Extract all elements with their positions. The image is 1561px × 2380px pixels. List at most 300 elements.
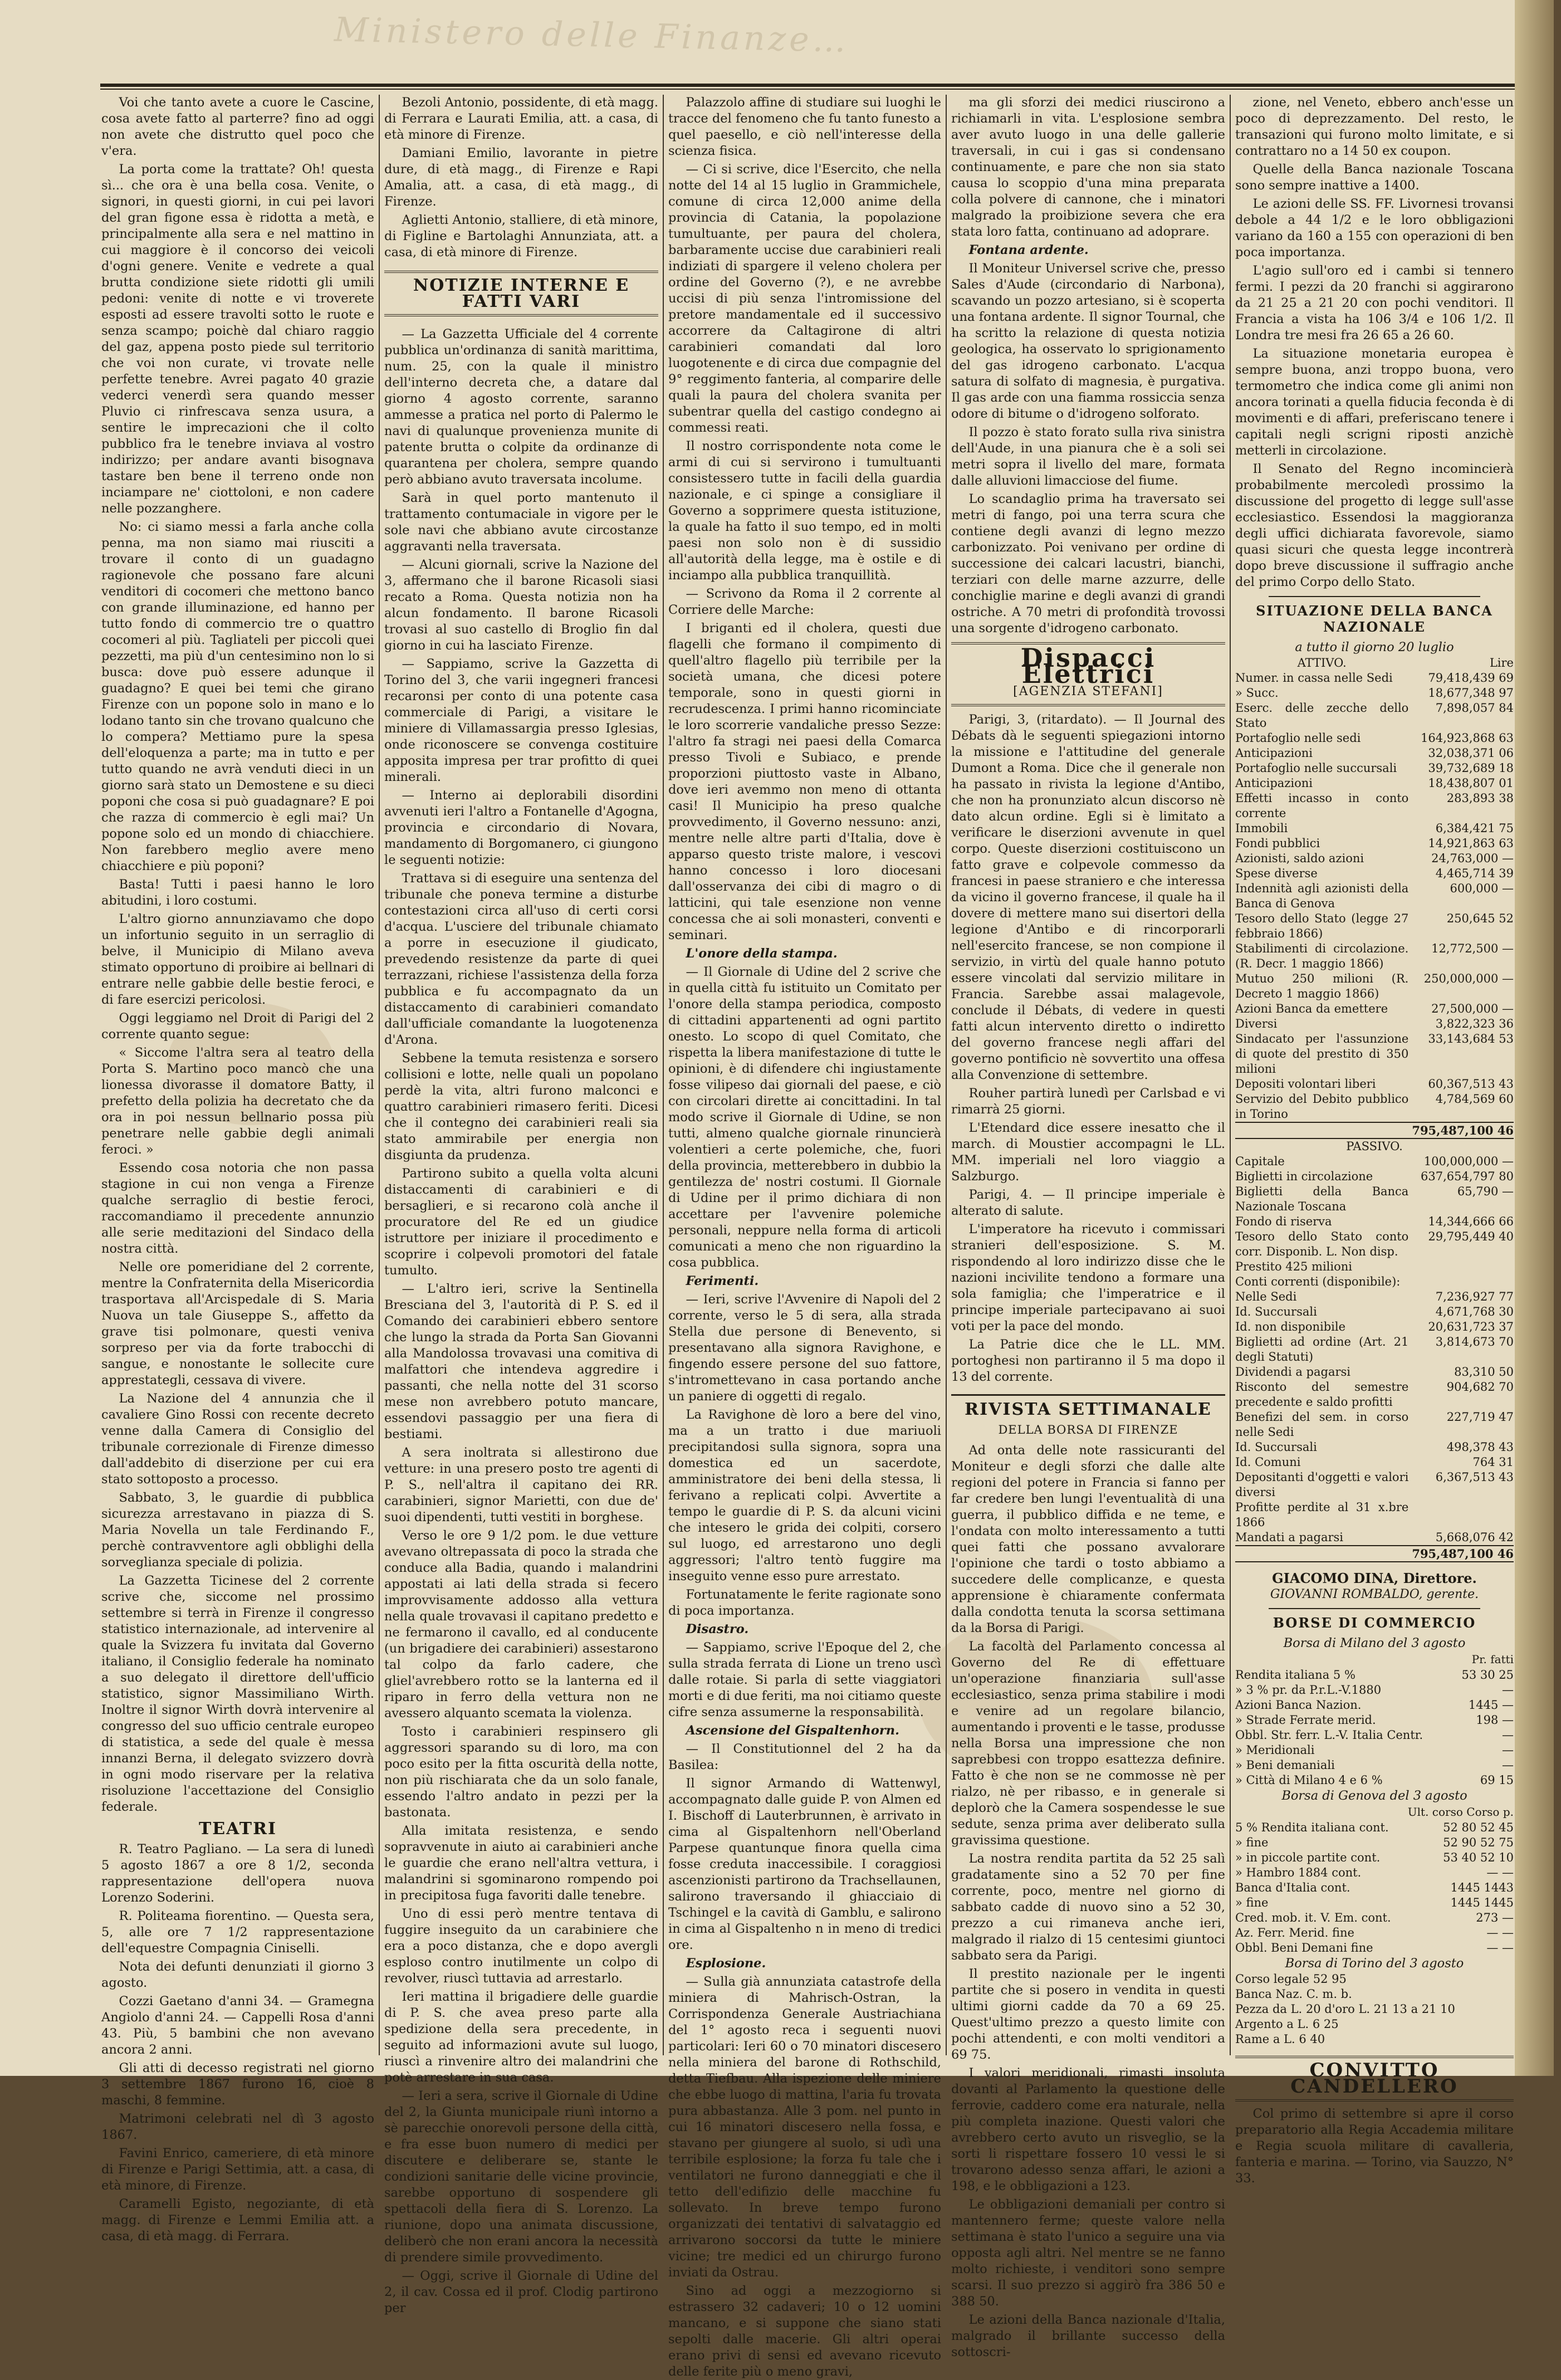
article-paragraph: — Ci si scrive, dice l'Esercito, che nella notte del 14 al 15 luglio in Grammichele, comune di circa 12,000 anime della provincia di Catania, la popolazione tumultuante, per paura del cholera, barbaramente uccise due carabinieri reali indiziati di spargere il veleno cholera per ordine del Governo (?), e ne avrebbe uccisi di più senza l'intromissione del pretore mandamentale ed il successivo accorrere da Caltagirone di altri carabinieri comandati dal loro luogotenente e di circa due compagnie del 9° reggimento fanteria, al comparire delle quali la paura del cholera svanita per subentrar quella del castigo condegno ai commessi reati. [668,162,941,435]
column-1 [101,95,374,2244]
article-title: Esplosione. [686,1956,766,1971]
passivo-row [1235,1214,1514,1229]
article-paragraph: — La Gazzetta Ufficiale del 4 corrente pubblica un'ordinanza di sanità marittima, num. 25, con la quale il ministro dell'interno decreta che, a datare dal giorno 4 agosto corrente, saranno ammesse a pratica nel porto di Palermo le navi di qualunque provenienza munite di patente brutta o colpite da ordinanze di quarantena per cholera, sempre quando però abbiano avuto traversata incolume. [384,327,658,487]
section-heading: RIVISTA SETTIMANALE [951,1394,1225,1418]
article-paragraph: Fortunatamente le ferite ragionate sono di poca importanza. [668,1587,941,1618]
article-paragraph: — Il Giornale di Udine del 2 scrive che in quella città fu istituito un Comitato per l'onore della stampa periodica, composto di cittadini appartenenti ad ogni partito onesto. Lo scopo di quel Comitato, che rispetta la libera manifestazione di tutte le opinioni, è di difendere chi ingiustamente fosse vilipeso dai giornali del paese, e ciò con circolari dirette ai concittadini. In tal modo scrive il Giornale di Udine, se non tutti, almeno qualche giornale rinuncierà volentieri a certe polemiche, che, fuori della provincia, metterebbero in dubbio la gentilezza de' nostri costumi. Il Giornale di Udine per il primo dichiara di non accettare per l'avvenire polemiche personali, neppure nella forma di articoli comunicati a meno che non riguardino la cosa pubblica. [668,965,941,1270]
ledger-value [1510,2032,1514,2047]
article-paragraph: L'imperatore ha ricevuto i commissari stranieri dell'esposizione. S. M. rispondendo al loro indirizzo disse che le nazioni incivilite tendono a formare una sola famiglia; che l'imperatrice e il principe imperiale partecipavano ai suoi voti per la pace del mondo. [951,1222,1225,1333]
attivo-row [1235,1032,1514,1077]
ledger-value: 79,418,439 69 [1428,671,1514,685]
ledger-label: Az. Ferr. Merid. fine [1235,1926,1354,1939]
article-paragraph: Il nostro corrispondente nota come le armi di cui si servirono i tumultuanti consistessero tutte in facili della guardia nazionale, e ci spinge a consigliare il Governo a sopprimere questa istituzione, la quale ha fatto il suo tempo, ed in molti paesi non solo non è di sussidio all'autorità della legge, ma è ostile e di inciampo alla pubblica tranquillità. [668,439,941,583]
article-title: L'onore della stampa. [686,946,838,961]
article-paragraph: Nelle ore pomeridiane del 2 corrente, mentre la Confraternita della Misericordia trasportava all'Arcispedale di S. Maria Nuova un tale Giuseppe S., affetto da grave tisi polmonare, questi veniva sorpreso per via da forte trabocchi di sangue, e nonostante le sollecite cure apprestategli, cessava di vivere. [101,1260,374,1387]
article-paragraph: Aglietti Antonio, stalliere, di età minore, di Figline e Bartolaghi Annunziata, att. a casa, di età minore di Firenze. [384,213,658,260]
ledger-value: 33,143,684 53 [1428,1032,1514,1045]
article-paragraph: Oggi leggiamo nel Droit di Parigi del 2 corrente quanto segue: [101,1011,374,1042]
article-paragraph: R. Politeama fiorentino. — Questa sera, 5, alle ore 7 1/2 rappresentazione dell'equestre Compagnia Ciniselli. [101,1909,374,1956]
ledger-value [1408,1500,1514,1530]
article-paragraph: Alla imitata resistenza, e sendo sopravvenute in aiuto ai carabinieri anche le guardie che erano nell'altra vettura, i malandrini si sgominarono rompendo poi in precipitosa fuga favoriti dalle tenebre. [384,1824,658,1903]
ledger-value: 198 — [1476,1713,1514,1727]
article-paragraph: — Alcuni giornali, scrive la Nazione del 3, affermano che il barone Ricasoli siasi recato a Roma. Questa notizia non ha alcun fondamento. Il barone Ricasoli trovasi al suo castello di Broglio fin dal giorno in cui ha lasciato Firenze. [384,558,658,653]
attivo-row [1235,1016,1514,1032]
ledger-label: Azioni Banca Nazion. [1235,1698,1362,1712]
article-paragraph: — Ieri, scrive l'Avvenire di Napoli del 2 corrente, verso le 5 di sera, alla strada Stella due persone di Benevento, si presentavano alla signora Ravighone, e fingendo essere persone del suo fattore, s'intromettevano in casa portando anche un paniere di oggetti di regalo. [668,1292,941,1404]
lire-heading: Lire [1489,656,1514,669]
ledger-label: » Meridionali [1235,1743,1315,1757]
convitto-text: Col primo di settembre si apre il corso preparatorio alla Regia Accademia militare e Regia scuola militare di cavalleria, fanteria e marina. — Torino, via Sauzzo, N° 33. [1235,2107,1514,2186]
quote-row [1235,1820,1514,1835]
article-paragraph: Sabbato, 3, le guardie di pubblica sicurezza arrestavano in piazza di S. Maria Novella un tale Ferdinando F., perchè contravventore agli obblighi della sorveglianza speciale di polizia. [101,1490,374,1570]
ledger-label: Capitale [1235,1155,1285,1168]
article-paragraph: — Ieri a sera, scrive il Giornale di Udine del 2, la Giunta municipale riunì intorno a sè parecchie onorevoli persone della città, e fra esse buon numero di medici per discutere e deliberare se, stante le condizioni sanitarie delle vicine provincie, sarebbe opportuno di sospendere gli spettacoli della fiera di S. Lorenzo. La riunione, dopo una animata discussione, deliberò che non erani ancora la necessità di prendere simile provvedimento. [384,2089,658,2265]
ledger-value: 69 15 [1480,1773,1514,1787]
ledger-label: Corso legale 52 95 [1235,1972,1347,1986]
ledger-label: Obbl. Beni Demani fine [1235,1941,1373,1954]
ledger-value: 764 31 [1472,1455,1514,1469]
ledger-value: 6,384,421 75 [1435,822,1514,835]
ledger-value: 227,719 47 [1446,1410,1514,1424]
ledger-value: 498,378 43 [1446,1440,1514,1454]
section-rule [1269,596,1480,597]
article-paragraph: La Gazzetta Ticinese del 2 corrente scrive che, siccome nel prossimo settembre si terrà in Firenze il congresso statistico internazionale, ad intervenire al quale la Svizzera fu invitata dal Governo italiano, il Consiglio federale ha nominato a suo delegato il direttore dell'ufficio statistico, signor Massimiliano Wirth. Inoltre il signor Wirth dovrà intervenire al congresso del suo ufficio centrale europeo di statistica, a sede del quale è messa innanzi Berna, il delegato svizzero dovrà in ogni modo riservare per la relativa risoluzione l'accettazione del Consiglio federale. [101,1573,374,1814]
quote-row [1235,1683,1514,1698]
ledger-label: Effetti incasso in conto corrente [1235,791,1409,820]
ledger-value: 29,795,449 40 [1428,1230,1514,1243]
ledger-label: Immobili [1235,822,1288,835]
column-divider [946,95,947,2055]
ledger-label: Stabilimenti di circolazione. (R. Decr. 1 maggio 1866) [1235,942,1409,970]
quote-row [1235,1850,1514,1865]
banca-attivo-table [1235,656,1514,1562]
ledger-label: Id. Succursali [1235,1440,1317,1454]
quote-row [1235,1743,1514,1758]
article-paragraph: Damiani Emilio, lavorante in pietre dure, di età magg., di Firenze e Rapi Amalia, att. a casa, di età magg., di Firenze. [384,146,658,209]
ledger-label: Banca d'Italia cont. [1235,1881,1350,1894]
ledger-value: 250,000,000 — [1423,972,1514,985]
borse-title: BORSE DI COMMERCIO [1273,1615,1476,1631]
ledger-value: 1445 — [1468,1698,1514,1712]
article-paragraph: Basta! Tutti i paesi hanno le loro abitudini, i loro costumi. [101,877,374,908]
column-divider [1230,95,1231,2055]
article-paragraph: Le obbligazioni demaniali per contro si mantennero ferme; queste valore nella settimana è stato l'unico a seguire una via opposta agli altri. Nel mentre se ne fanno molto richieste, i venditori sono sempre scarsi. Il suo prezzo si aggirò fra 386 50 e 388 50. [951,2197,1225,2309]
ledger-value: 273 — [1476,1911,1514,1924]
ledger-label: » fine [1235,1896,1269,1909]
top-rule [100,84,1526,90]
ledger-value: 283,893 38 [1446,791,1514,805]
ledger-label: Mutuo 250 milioni (R. Decreto 1 maggio 1866) [1235,972,1409,1000]
article-paragraph: Lo scandaglio prima ha traversato sei metri di fango, poi una terra scura che contiene degli avanzi di legno mezzo carbonizzato. Poi venivano per ordine di successione dei calcari lacustri, bianchi, terziari con delle marne azzurre, delle conchiglie marine e degli avanzi di grandi ostriche. A 70 metri di profondità trovossi una sorgente d'idrogeno carbonato. [951,492,1225,636]
borsa-milano-columns: Pr. fatti [1471,1653,1514,1666]
ledger-value: 5,668,076 42 [1435,1531,1514,1544]
section-subheading: DELLA BORSA DI FIRENZE [998,1423,1178,1436]
ledger-label: Spese diverse [1235,867,1318,880]
article-paragraph: ma gli sforzi dei medici riuscirono a richiamarli in vita. L'esplosione sembra aver avuto luogo in una delle gallerie traversali, in cui i gas si condensano continuamente, e pare che non sia stato causa lo scoppio d'una mina preparata colla polvere di cannone, che i minatori malgrado la proibizione severa che era stata loro fatta, continuano ad adoprare. [951,95,1225,239]
ledger-label: Indennità agli azionisti della Banca di Genova [1235,882,1409,910]
ledger-label: Tesoro dello Stato (legge 27 febbraio 1866) [1235,912,1409,940]
borsa-genova-table [1235,1820,1514,1956]
attivo-total: 795,487,100 46 [1408,1122,1514,1138]
article-paragraph: Verso le ore 9 1/2 pom. le due vetture avevano oltrepassata di poco la strada che conduce alla Badia, quando i malandrini appostati ai lati della strada si fecero improvvisamente addosso alla vettura nella quale trovavasi il capitano predetto e ne fermarono il cavallo, ed al conducente (un brigadiere dei carabinieri) assestarono tal colpo da farlo cadere, che gliel'avrebbero rotto se la lanterna ed il riparo in ferro della vettura non ne avessero alquanto scemata la violenza. [384,1528,658,1721]
article-paragraph: L'altro giorno annunziavamo che dopo un infortunio seguito in un serraglio di belve, il Municipio di Milano aveva stimato opportuno di proibire ai bellnari di entrare nelle gabbie delle bestie feroci, e di fare esercizi pericolosi. [101,912,374,1007]
attivo-row [1235,746,1514,761]
article-paragraph: Nota dei defunti denunziati il giorno 3 agosto. [101,1959,374,1990]
ledger-value: 24,763,000 — [1431,852,1514,865]
article-paragraph: Matrimoni celebrati nel dì 3 agosto 1867. [101,2112,374,2142]
article-paragraph: — L'altro ieri, scrive la Sentinella Bresciana del 3, l'autorità di P. S. ed il Comando dei carabinieri ebbero sentore che lungo la strada da Porta San Giovanni alla Mandolossa trovavasi una comitiva di malfattori che intendeva aggredire i passanti, che nella notte del 31 scorso mese non avrebbero potuto mancare, essendovi passaggio per una fiera di bestiami. [384,1282,658,1441]
ledger-label: Depositi volontari liberi [1235,1077,1376,1091]
passivo-row [1235,1304,1514,1319]
ledger-label: Nelle Sedi [1235,1290,1297,1303]
attivo-row [1235,671,1514,686]
article-paragraph: Le azioni delle SS. FF. Livornesi trovansi debole a 44 1/2 e le loro obbligazioni variano da 160 a 155 con operazioni di ben poca importanza. [1235,197,1514,260]
passivo-row [1235,1229,1514,1259]
article-paragraph: Voi che tanto avete a cuore le Cascine, cosa avete fatto al parterre? fino ad oggi non avete che distrutto quel poco che v'era. [101,95,374,158]
quote-row [1235,1728,1514,1743]
passivo-row [1235,1440,1514,1455]
borsa-review-continuation [1235,95,1514,590]
ledger-value [1408,1259,1514,1274]
passivo-row [1235,1169,1514,1184]
article-paragraph: Uno di essi però mentre tentava di fuggire inseguito da un carabiniere che era a poco distanza, che e dopo avergli esploso contro inutilmente un colpo di revolver, riuscì tuttavia ad arrestarlo. [384,1907,658,1986]
passivo-row [1235,1154,1514,1169]
section-subheading: [AGENZIA STEFANI] [951,683,1225,706]
article-paragraph: Gli atti di decesso registrati nel giorno 3 settembre 1867 furono 16, cioè 8 maschi, 8 femmine. [101,2061,374,2108]
article-paragraph: Il Senato del Regno incomincierà probabilmente mercoledì prossimo la discussione del progetto di legge sull'asse ecclesiastico. Essendosi la maggioranza degli uffici dichiarata favorevole, siamo quasi sicuri che questa legge incontrerà dopo breve discussione il suffragio anche del primo Corpo dello Stato. [1235,462,1514,589]
article-paragraph: La Ravighone dè loro a bere del vino, ma a un tratto i due mariuoli precipitandosi sulla signora, sopra una domestica ed un sacerdote, amministratore dei beni della stessa, li ferivano a replicati colpi. Avvertite a tempo le guardie di P. S. da alcuni vicini che intesero le grida dei colpiti, corsero sul luogo, ed arrestarono uno degli aggressori; l'altro tentò fuggire ma inseguito venne esso pure arrestato. [668,1408,941,1584]
article-paragraph: Bezoli Antonio, possidente, di età magg. di Ferrara e Laurati Emilia, att. a casa, di età minore di Firenze. [384,95,658,142]
article-paragraph: Cozzi Gaetano d'anni 34. — Gramegna Angiolo d'anni 24. — Cappelli Rosa d'anni 43. Più, 5 bambini che non avevano ancora 2 anni. [101,1994,374,2057]
attivo-row [1235,1092,1514,1122]
article-paragraph: Il pozzo è stato forato sulla riva sinistra dell'Aude, in una pianura che è a soli sei metri sopra il livello del mare, formata dalle alluvioni limacciose del fiume. [951,425,1225,488]
ledger-label: » Beni demaniali [1235,1758,1335,1772]
passivo-row [1235,1530,1514,1546]
passivo-row [1235,1259,1514,1274]
attivo-row [1235,701,1514,731]
attivo-row [1235,776,1514,791]
column-4 [951,95,1225,2359]
ledger-label: Mandati a pagarsi [1235,1531,1343,1544]
ledger-value: 60,367,513 43 [1428,1077,1514,1091]
article-paragraph: Il Moniteur Universel scrive che, presso Sales d'Aude (circondario di Narbona), scavando un pozzo artesiano, si è scoperta una fontana ardente. Il signor Tournal, che ha scritto la relazione di questa notizia geologica, ha osservato lo sprigionamento del gas idrogeno carbonato. L'acqua satura di solfato di magnesia, è purgativa. Il gas arde con una fiamma rossiccia senza odore di bitume o d'idrogeno solforato. [951,261,1225,421]
section-heading: NOTIZIE INTERNE E FATTI VARI [384,271,658,316]
quote-row [1235,1925,1514,1941]
ledger-value: 18,438,807 01 [1428,776,1514,790]
attivo-row [1235,881,1514,911]
quote-row [1235,1910,1514,1925]
quote-row [1235,1758,1514,1773]
article-paragraph: Il prestito nazionale per le ingenti partite che si posero in vendita in questi ultimi giorni cadde da 70 a 69 25. Quest'ultimo prezzo a questo limite con pochi attendenti, e con molti venditori a 69 75. [951,1967,1225,2062]
ledger-value: 52 90 52 75 [1443,1836,1514,1849]
passivo-row [1235,1380,1514,1410]
article-paragraph: zione, nel Veneto, ebbero anch'esse un poco di deprezzamento. Del resto, le transazioni qui furono molto limitate, e si contrattaro no a 14 50 ex coupon. [1235,95,1514,158]
ledger-label: Banca Naz. C. m. b. [1235,1987,1352,2001]
ledger-value: — [1502,1743,1514,1757]
attivo-row [1235,761,1514,776]
article-paragraph: — Oggi, scrive il Giornale di Udine del 2, il cav. Cossa ed il prof. Clodig partirono per [384,2269,658,2315]
quote-row [1235,1835,1514,1850]
article-paragraph: Parigi, 3, (ritardato). — Il Journal des Débats dà le seguenti spiegazioni intorno la missione e l'attitudine del generale Dumont a Roma. Dice che il generale non ha passato in rivista la legione d'Antibo, che non ha pronunziato alcun discorso nè dato alcun ordine. Egli si è limitato a verificare le diserzioni avvenute in quel corpo. Queste diserzioni costituiscono un fatto grave e colpevole commesso da francesi in paese straniero e che interessa da vicino il governo francese, il quale ha il dovere di mettere mano sui disertori della legione d'Antibo e di rincorporarli nell'esercito francese, se non compione il servizio, in virtù del quale hanno potuto essere vincolati dal servizio militare in Francia. Sarebbe assai malagevole, conclude il Débats, di vedere in questi fatti alcun intervento diretto o indiretto del governo francese negli affari del governo pontificio nè sovvertito una offesa alla Convenzione di settembre. [951,712,1225,1082]
ledger-label: Eserc. delle zecche dello Stato [1235,701,1409,730]
article-paragraph: — Sappiamo, scrive l'Epoque del 2, che sulla strada ferrata di Lione un treno uscì dalle rotaie. Si parla di sette viaggiatori morti e di due feriti, ma noi citiamo queste cifre senza assumerne la responsabilità. [668,1640,941,1719]
ledger-value: 52 80 52 45 [1443,1821,1514,1834]
ledger-value [1510,2017,1514,2032]
attivo-row [1235,851,1514,866]
quote-row [1235,1880,1514,1895]
passivo-row [1235,1289,1514,1304]
article-paragraph: Rouher partirà lunedì per Carlsbad e vi rimarrà 25 giorni. [951,1086,1225,1117]
ledger-label: Biglietti ad ordine (Art. 21 degli Statuti) [1235,1335,1409,1364]
ledger-value: 53 30 25 [1461,1668,1514,1682]
quote-row [1235,1713,1514,1728]
article-paragraph: Ad onta delle note rassicuranti del Moniteur e degli sforzi che dalle alte regioni del potere in Francia si fanno per far credere ben lungi l'eventualità di una guerra, il pubblico diffida e ne teme, e l'ondata con molto interessamento a tutti quei fatti che possano avvalorare l'opinione che tardi o tosto abbiamo a succedere delle complicanze, e questa apprensione è chiaramente confermata dalla condotta tenuta la scorsa settimana da la Borsa di Parigi. [951,1443,1225,1635]
ledger-value: 14,921,863 63 [1428,837,1514,850]
article-paragraph: La facoltà del Parlamento concessa al Governo del Re di effettuare un'operazione finanziaria sull'asse ecclesiastico, senza prima stabilire i modi e venire ad un regolare bilancio, aumentando i proventi e le tasse, produsse nella Borsa una impressione che non saprebbesi con troppo esattezza definire. Fatto è che non se ne commosse nè per rialzo, nè per ribasso, e in generale si deplorò che la Camera sospendesse le sue sedute, senza prima aver deliberato sulla gravissima questione. [951,1639,1225,1848]
article-paragraph: La situazione monetaria europea è sempre buona, anzi troppo buona, vero termometro che indica come gli animi non ancora torinati a quella fiducia feconda è di movimenti e di affari, preferiscano tenere i capitali negli scrigni riposti anzichè metterli in circolazione. [1235,346,1514,458]
ledger-value: 100,000,000 — [1423,1155,1514,1168]
ledger-label: Argento a L. 6 25 [1235,2017,1339,2031]
article-paragraph: Trattava si di eseguire una sentenza del tribunale che poneva termine a disturbe contestazioni circa all'uso di certi corsi d'acqua. L'usciere del tribunale chiamato a porre in esecuzione il giudicato, prevedendo resistenze da parte di quei terrazzani, richiese l'assistenza della forza pubblica e fu accompagnato da un distaccamento di carabinieri comandato dall'ufficiale comandante la luogotenenza d'Arona. [384,871,658,1047]
ledger-value: 65,790 — [1457,1185,1514,1198]
article-paragraph: La nostra rendita partita da 52 25 salì gradatamente sino a 52 70 per fine corrente, poco, mentre nel giorno di sabbato cadde di nuovo sino a 52 30, prezzo a cui rimaneva anche ieri, malgrado il rialzo di 15 centesimi giuntoci sabbato sera da Parigi. [951,1851,1225,1963]
convitto-title: CONVITTO CANDELLERO [1235,2056,1514,2102]
ledger-value: 27,500,000 — [1431,1002,1514,1015]
quote-row [1235,2032,1514,2047]
quote-row [1235,1972,1514,1987]
article-paragraph: — Interno ai deplorabili disordini avvenuti ieri l'altro a Fontanelle d'Agogna, provincia e circondario di Novara, mandamento di Borgomanero, ci giungono le seguenti notizie: [384,788,658,867]
article-paragraph: Quelle della Banca nazionale Toscana sono sempre inattive a 1400. [1235,162,1514,193]
ledger-label: Depositanti d'oggetti e valori diversi [1235,1470,1409,1499]
ledger-value [1510,2002,1514,2017]
ledger-value: 250,645 52 [1446,912,1514,925]
gerente-signature: GIOVANNI ROMBALDO, gerente. [1270,1587,1479,1601]
article-paragraph: — Sappiamo, scrive la Gazzetta di Torino del 3, che varii ingegneri francesi recaronsi per conto di una potente casa commerciale di Parigi, a visitare le miniere di Villamassargia presso Iglesias, onde riconoscere se convenga costituire apposita impresa per trar profitto di quei minerali. [384,657,658,784]
borsa-genova-heading: Borsa di Genova del 3 agosto [1281,1788,1467,1803]
article-paragraph: L'Etendard dice essere inesatto che il march. di Moustier accompagni le LL. MM. imperiali nel loro viaggio a Salzburgo. [951,1121,1225,1184]
passivo-row [1235,1365,1514,1380]
quote-row [1235,1895,1514,1910]
ledger-label: Profitte perdite al 31 x.bre 1866 [1235,1501,1409,1529]
article-paragraph: Le azioni della Banca nazionale d'Italia, malgrado il brillante successo della sottoscri- [951,2313,1225,2359]
ledger-value: — [1502,1683,1514,1697]
ledger-label: » in piccole partite cont. [1235,1851,1381,1864]
attivo-row [1235,731,1514,746]
ledger-value: 600,000 — [1450,882,1514,895]
ledger-label: » Strade Ferrate merid. [1235,1713,1376,1727]
article-paragraph: L'agio sull'oro ed i cambi si tennero fermi. I pezzi da 20 franchi si aggirarono da 21 25 a 21 20 con pochi venditori. Il Francia a vista ha 106 3/4 e 106 1/2. Il Londra tre mesi fra 26 65 a 26 60. [1235,263,1514,343]
article-paragraph: No: ci siamo messi a farla anche colla penna, ma non siamo mai riusciti a trovare il conto di un guadagno ragionevole che possano fare alcuni venditori di cocomeri che mettono banco con grande illuminazione, ed hanno per tutto fondo di commercio tre o quattro cocomeri al più. Tagliateli per piccoli quei pezzetti, ma più d'un centesimino non lo si busca: dove può essere adunque il guadagno? E quei bei temi che girano Firenze con un popone solo in mano e lo lodano tanto sin che trovano qualcuno che lo compera? Mettiamo pure la spesa dell'eloquenza a parte; ma in tutto e per tutto quando ne avrà venduti dieci in un giorno sarà stato un Demostene e su dieci poponi che cosa si può guadagnare? E poi che razza di commercio è egli mai? Un popone solo ed un mondo di chiacchiere. Non farebbero meglio avere meno chiacchiere e più poponi? [101,520,374,873]
ledger-label: » Città di Milano 4 e 6 % [1235,1773,1383,1787]
book-spine [1515,0,1554,2076]
attivo-row [1235,971,1514,1001]
ledger-label: Conti correnti (disponibile): [1235,1275,1401,1288]
ledger-label: Sindacato per l'assunzione di quote del prestito di 350 milioni [1235,1032,1409,1076]
article-title: Ferimenti. [686,1274,759,1288]
ledger-label: Fondi pubblici [1235,837,1320,850]
ledger-value [1408,1274,1514,1289]
ledger-label: Id. non disponibile [1235,1320,1346,1333]
ledger-label: Biglietti in circolazione [1235,1170,1373,1183]
passivo-heading: PASSIVO. [1346,1140,1403,1153]
quote-row [1235,1698,1514,1713]
article-title: Fontana ardente. [968,243,1089,257]
ledger-label: Servizio del Debito pubblico in Torino [1235,1092,1409,1121]
borsa-genova-columns: Ult. corso Corso p. [1407,1805,1514,1819]
handwritten-annotation: Ministero delle Finanze… [334,10,850,60]
article-paragraph: Tosto i carabinieri respinsero gli aggressori sparando su di loro, ma con poco esito per la fitta oscurità della notte, non più rischiarata che da un solo fanale, essendo l'altro andato in pezzi per la bastonata. [384,1724,658,1820]
ledger-label: Prestito 425 milioni [1235,1260,1352,1273]
ledger-label: Biglietti della Banca Nazionale Toscana [1235,1185,1409,1213]
passivo-row [1235,1319,1514,1335]
attivo-row [1235,941,1514,971]
ledger-label: Id. Comuni [1235,1455,1301,1469]
ledger-value: 164,923,868 63 [1421,731,1514,745]
quote-row [1235,2017,1514,2032]
passivo-row [1235,1184,1514,1214]
ledger-label: Numer. in cassa nelle Sedi [1235,671,1393,685]
ledger-label: Azioni Banca da emettere [1235,1002,1388,1015]
attivo-row [1235,821,1514,836]
section-heading: Dispacci Elettrici [951,642,1225,682]
article-paragraph: Sebbene la temuta resistenza e sorsero collisioni e lotte, nelle quali un popolano perdè la vita, altri furono malconci e quattro carabinieri rimasero feriti. Dicesi che il contegno dei carabinieri reali sia stato ammirabile per energia non disgiunta da prudenza. [384,1051,658,1162]
ledger-value: 4,465,714 39 [1435,867,1514,880]
section-heading: TEATRI [198,1819,277,1839]
ledger-value: — [1502,1728,1514,1742]
borsa-milano-heading: Borsa di Milano del 3 agosto [1283,1636,1466,1650]
ledger-value: 1445 1445 [1450,1896,1514,1909]
article-paragraph: Partirono subito a quella volta alcuni distaccamenti di carabinieri e di bersaglieri, e si recarono colà anche il procuratore del Re ed un giudice istruttore per iniziare il procedimento e scoprire i colpevoli promotori del fatale tumulto. [384,1166,658,1278]
ledger-label: » 3 % pr. da P.r.L.-V.1880 [1235,1683,1382,1697]
ledger-label: Risconto del semestre precedente e saldo profitti [1235,1380,1409,1409]
column-3 [668,95,942,2379]
ledger-label: Cred. mob. it. V. Em. cont. [1235,1911,1391,1924]
ledger-label: Portafoglio nelle succursali [1235,761,1397,775]
ledger-label: Anticipazioni [1235,746,1313,760]
ledger-value [1510,1987,1514,2002]
column-2 [384,95,658,2315]
ledger-label: Benefizi del sem. in corso nelle Sedi [1235,1410,1409,1439]
article-paragraph: Palazzolo affine di studiare sui luoghi le tracce del fenomeno che fu tanto funesto a quel paesello, e ciò nell'interesse della scienza fisica. [668,95,942,158]
article-paragraph: — Scrivono da Roma il 2 corrente al Corriere delle Marche: [668,587,941,617]
ledger-value: 20,631,723 37 [1428,1320,1514,1333]
ledger-label: Rendita italiana 5 % [1235,1668,1356,1682]
ledger-value: 39,732,689 18 [1428,761,1514,775]
column-divider [379,95,380,2055]
ledger-value: 904,682 70 [1446,1380,1514,1394]
quote-row [1235,1668,1514,1683]
ledger-label: Diversi [1235,1017,1278,1030]
ledger-value: 83,310 50 [1454,1365,1514,1379]
quote-row [1235,1987,1514,2002]
section-rule [1269,1608,1480,1609]
article-paragraph: Il signor Armando di Wattenwyl, accompagnato dalle guide P. von Almen ed I. Bischoff di Lauterbrunnen, è arrivato in cima al Gispaltenhorn nell'Oberland Parpese quantunque finora quella cima fosse creduta inaccessibile. I coraggiosi ascenzionisti partirono da Trachsellaunen, salirono traversando il ghiacciaio di Tschingel e la cavità di Gamblu, e salirono in cima al Gispaltenho n in meno di tredici ore. [668,1776,941,1952]
ledger-value: — — [1486,1866,1514,1879]
ledger-value [1510,1972,1514,1987]
ledger-label: Obbl. Str. ferr. L.-V. Italia Centr. [1235,1728,1423,1742]
passivo-row [1235,1335,1514,1365]
ledger-label: Azionisti, saldo azioni [1235,852,1364,865]
quote-row [1235,2002,1514,2017]
article-paragraph: « Siccome l'altra sera al teatro della Porta S. Martino poco mancò che una lionessa divorasse il domatore Batty, il prefetto della polizia ha decretato che da ora in poi nessun bellnario possa più penetrare nelle gabbie degli animali feroci. » [101,1045,374,1157]
attivo-row [1235,836,1514,851]
ledger-label: Dividendi a pagarsi [1235,1365,1351,1379]
ledger-label: 5 % Rendita italiana cont. [1235,1821,1389,1834]
borsa-torino-heading: Borsa di Torino del 3 agosto [1285,1956,1464,1971]
article-paragraph: — Il Constitutionnel del 2 ha da Basilea: [668,1742,941,1772]
article-paragraph: La Patrie dice che le LL. MM. portoghesi non partiranno il 5 ma dopo il 13 del corrente. [951,1337,1225,1384]
passivo-row [1235,1274,1514,1289]
ledger-value: 7,898,057 84 [1435,701,1514,715]
director-signature: GIACOMO DINA, Direttore. [1272,1570,1477,1586]
ledger-value: — — [1486,1941,1514,1954]
article-paragraph: — Sulla già annunziata catastrofe della miniera di Mahrisch-Ostran, la Corrispondenza Generale Austriachiana del 1° agosto reca i seguenti nuovi particolari: Ieri 60 o 70 minatori discesero nella miniera del barone di Rothschild, detta Tiefbau. Alla ispezione delle miniere che ebbe luogo di mattina, l'aria fu trovata pura abbastanza. Alle 3 pom. nel punto in cui 16 minatori discesero nella fossa, e stavano per giungere al suolo, si udì una terribile esplosione; la forza fu tale che i ventilatori ne furono danneggiati e che il tetto dell'edifizio delle macchine fu sollevato. In breve tempo furono organizzati dei tentativi di salvataggio ed arrivarono soccorsi da tutte le miniere vicine; tre medici ed un chirurgo furono inviati da Ostrau. [668,1975,941,2280]
ledger-value: — [1502,1758,1514,1772]
passivo-row [1235,1500,1514,1530]
article-paragraph: Ieri mattina il brigadiere delle guardie di P. S. che avea preso parte alla spedizione della sera precedente, in seguito ad informazioni avute sul luogo, riuscì a rinvenire altro dei malandrini che potè arrestare in sua casa. [384,1990,658,2085]
ledger-value: 7,236,927 77 [1435,1290,1514,1303]
passivo-row [1235,1470,1514,1500]
article-title: Disastro. [686,1622,749,1636]
column-5 [1235,95,1514,2186]
ledger-value: 3,814,673 70 [1435,1335,1514,1348]
article-paragraph: I valori meridionali, rimasti insoluta dovanti al Parlamento la questione delle ferrovie, caddero come era naturale, nella più completa inazione. Questi valori che avrebbero certo avuto un risveglio, se la sorti li rispettare fossero 10 vessi le si trovarono adesso senza affari, le azioni a 198, e le obbligazioni a 123. [951,2066,1225,2193]
ledger-value: — — [1486,1926,1514,1939]
ledger-value: 18,677,348 97 [1428,686,1514,700]
quote-row [1235,1941,1514,1956]
ledger-label: » Succ. [1235,686,1279,700]
article-paragraph: Caramelli Egisto, negoziante, di età magg. di Firenze e Lemmi Emilia att. a casa, di età magg. di Ferrara. [101,2197,374,2244]
article-paragraph: A sera inoltrata si allestirono due vetture: in una presero posto tre agenti di P. S., nell'altra il capitano dei RR. carabinieri, signor Marietti, con due de' suoi dipendenti, tutti vestiti in borghese. [384,1445,658,1524]
article-paragraph: Essendo cosa notoria che non passa stagione in cui non venga a Firenze qualche serraglio di bestie feroci, raccomandiamo il precedente annunzio alle serie meditazioni del Sindaco della nostra città. [101,1161,374,1256]
article-paragraph: R. Teatro Pagliano. — La sera di lunedì 5 agosto 1867 a ore 8 1/2, seconda rappresentazione dell'opera nuova Lorenzo Soderini. [101,1842,374,1905]
ledger-value: 637,654,797 80 [1421,1170,1514,1183]
ledger-label: Id. Succursali [1235,1305,1317,1318]
article-paragraph: I briganti ed il cholera, questi due flagelli che formano il compimento di quell'altro flagello più terribile per la società umana, che dicesi potere temporale, sono in questi giorni in recrudescenza. I primi hanno ricominciate le loro scorrerie vandaliche presso Sezze: l'altro fa stragi nei paesi della Comarca presso Tivoli e Subiaco, e prende proporzioni piuttosto vaste in Albano, dove ieri avemmo non meno di ottanta casi! Il Municipio ha preso qualche provvedimento, il Governo nessuno: anzi, mentre nelle altre parti d'Italia, dove è apparso questo triste malore, i vescovi hanno concesso i loro diocesani dall'osservanza dei cibi di magro o di latticini, qui tale esenzione non venne concessa che ai soli monasteri, conventi e seminari. [668,621,941,942]
ledger-value: 4,784,569 60 [1435,1092,1514,1106]
ledger-label: » fine [1235,1836,1269,1849]
banca-subtitle: a tutto il giorno 20 luglio [1295,640,1454,654]
ledger-label: Portafoglio nelle sedi [1235,731,1361,745]
attivo-row [1235,911,1514,941]
ledger-label: Tesoro dello Stato conto corr. Disponib. L. Non disp. [1235,1230,1409,1258]
article-paragraph: Sarà in quel porto mantenuto il trattamento contumaciale in vigore per le sole navi che abbiano avute circostanze aggravanti nella traversata. [384,491,658,554]
ledger-value: 53 40 52 10 [1443,1851,1514,1864]
attivo-row [1235,1001,1514,1016]
ledger-label: Rame a L. 6 40 [1235,2032,1325,2046]
article-paragraph: Sino ad oggi a mezzogiorno si estrassero 32 cadaveri; 10 o 12 uomini mancano, e si suppone che siano stati sepolti dalle macerie. Gli altri operai erano privi di sensi ed avevano ricevuto delle ferite più o meno gravi, [668,2284,941,2379]
borsa-milano-table [1235,1668,1514,1788]
ledger-value: 12,772,500 — [1431,942,1514,955]
article-paragraph: Favini Enrico, cameriere, di età minore di Firenze e Parigi Settimia, att. a casa, di età minore, di Firenze. [101,2146,374,2193]
quote-row [1235,1773,1514,1788]
borsa-torino-table [1235,1972,1514,2047]
ledger-label: Fondo di riserva [1235,1215,1332,1228]
passivo-total: 795,487,100 46 [1408,1546,1514,1562]
ledger-label: Anticipazioni [1235,776,1313,790]
passivo-row [1235,1455,1514,1470]
article-paragraph: La porta come la trattate? Oh! questa sì... che ora è una bella cosa. Venite, o signori, in questi giorni, in cui pei lavori del gran figone essa è ridotta a metà, e principalmente alla sera e nel mattino in cui maggiore è il concorso dei veicoli d'ogni genere. Venite e vedrete a qual brutta condizione siete ridotti gli umili pedoni: venite di notte e vi troverete esposti ad essere travolti sotto le ruote e senza scampo; poichè dal chiaro raggio del gaz, appena posto piede sul territorio che voi non curate, vi trovate nelle perfette tenebre. Avrei pagato 40 grazie vederci venerdì sera quando messer Pluvio ci rinfrescava senza usura, a sentire le imprecazioni che il colto pubblico fra le tenebre inviava al vostro indirizzo; per andare avanti bisognava tastare ben bene il terreno onde non inciampare ne' ciottoloni, e non cadere nelle pozzanghere. [101,162,374,516]
ledger-value: 6,367,513 43 [1435,1470,1514,1484]
passivo-row [1235,1410,1514,1440]
banca-title: SITUAZIONE DELLA BANCA NAZIONALE [1256,603,1493,635]
attivo-row [1235,791,1514,821]
ledger-label: Pezza da L. 20 d'oro L. 21 13 a 21 10 [1235,2002,1455,2016]
attivo-heading: ATTIVO. [1297,656,1347,669]
attivo-row [1235,686,1514,701]
column-divider [663,95,664,2055]
ledger-value: 14,344,666 66 [1428,1215,1514,1228]
